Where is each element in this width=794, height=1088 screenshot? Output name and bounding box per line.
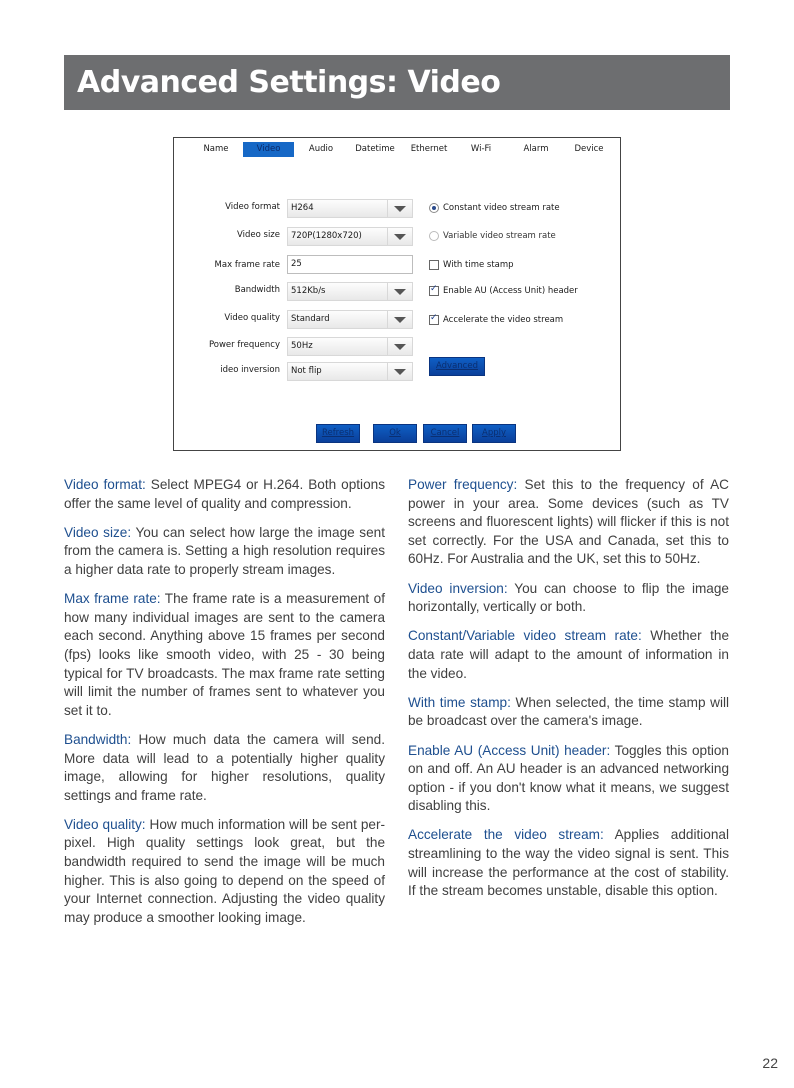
max-frame-rate-value: 25 bbox=[291, 259, 302, 269]
video-size-select[interactable] bbox=[287, 227, 413, 246]
term: Video size: bbox=[64, 524, 132, 540]
video-inversion-paragraph bbox=[408, 580, 729, 617]
term: Max frame rate: bbox=[64, 591, 161, 607]
description: Applies additional streamlining to the way the video signal is sent. This will increase the performance at the cost of stability. If the stream becomes unstable, disable this option. bbox=[408, 827, 729, 899]
checkbox-checked-icon bbox=[429, 286, 439, 296]
video-format-value: H264 bbox=[291, 203, 314, 213]
apply-button-label: Apply bbox=[482, 428, 506, 438]
term: Accelerate the video stream: bbox=[408, 827, 604, 843]
time-stamp-checkbox[interactable] bbox=[429, 260, 514, 270]
description: When selected, the time stamp will be broadcast over the camera's image. bbox=[408, 694, 729, 729]
page-number: 22 bbox=[762, 1055, 778, 1071]
video-quality-value: Standard bbox=[291, 314, 330, 324]
term: Video format: bbox=[64, 477, 146, 492]
max-frame-rate-label: Max frame rate bbox=[214, 260, 280, 270]
term: Video inversion: bbox=[408, 580, 508, 596]
video-quality-paragraph bbox=[64, 816, 385, 928]
tab-audio[interactable]: Audio bbox=[308, 144, 334, 154]
term: Constant/Variable video stream rate: bbox=[408, 628, 642, 644]
radio-selected-icon bbox=[429, 203, 439, 213]
chevron-down-icon bbox=[387, 363, 412, 380]
page-title: Advanced Settings: Video bbox=[77, 65, 501, 100]
bandwidth-label: Bandwidth bbox=[234, 285, 280, 295]
tab-datetime[interactable]: Datetime bbox=[355, 144, 395, 154]
advanced-button-label: Advanced bbox=[436, 361, 478, 371]
video-inversion-value: Not flip bbox=[291, 366, 322, 376]
constant-rate-option[interactable] bbox=[429, 203, 560, 213]
video-format-label: Video format bbox=[225, 202, 280, 212]
right-column bbox=[408, 476, 729, 911]
advanced-button[interactable] bbox=[429, 357, 485, 376]
video-quality-select[interactable] bbox=[287, 310, 413, 329]
video-size-paragraph bbox=[64, 524, 385, 580]
chevron-down-icon bbox=[387, 283, 412, 300]
left-column bbox=[64, 476, 385, 938]
tab-wifi[interactable]: Wi-Fi bbox=[470, 144, 492, 154]
video-format-select[interactable] bbox=[287, 199, 413, 218]
chevron-down-icon bbox=[387, 338, 412, 355]
power-frequency-select[interactable] bbox=[287, 337, 413, 356]
refresh-button[interactable] bbox=[316, 424, 360, 443]
description: Set this to the frequency of AC power in your area. Some devices (such as TV screens and fluorescent lights) will flicker if this is not set correctly. For the USA and Canada, set this to 60Hz. For Australia and the UK, set this to 50Hz. bbox=[408, 477, 729, 567]
video-settings-screenshot bbox=[173, 137, 621, 451]
chevron-down-icon bbox=[387, 228, 412, 245]
checkbox-checked-icon bbox=[429, 315, 439, 325]
ok-button[interactable] bbox=[373, 424, 417, 443]
term: Bandwidth: bbox=[64, 731, 132, 747]
apply-button[interactable] bbox=[472, 424, 516, 443]
video-inversion-select[interactable] bbox=[287, 362, 413, 381]
description: How much data the camera will send. More data will lead to a potentially higher quality image, allowing for higher resolutions, quality settings and frame rate. bbox=[64, 731, 385, 803]
accelerate-paragraph bbox=[408, 826, 729, 900]
variable-rate-option[interactable] bbox=[429, 231, 556, 241]
video-format-paragraph bbox=[64, 476, 385, 513]
tab-video[interactable]: Video bbox=[243, 142, 294, 157]
term: Enable AU (Access Unit) header: bbox=[408, 742, 611, 758]
description: You can choose to flip the image horizontally, vertically or both. bbox=[408, 580, 729, 615]
description: You can select how large the image sent from the camera is. Setting a high resolution requires a higher data rate to properly stream images. bbox=[64, 524, 386, 577]
tab-alarm[interactable]: Alarm bbox=[523, 144, 549, 154]
tab-name[interactable]: Name bbox=[203, 144, 229, 154]
power-frequency-value: 50Hz bbox=[291, 341, 313, 351]
cancel-button[interactable] bbox=[423, 424, 467, 443]
stream-rate-paragraph bbox=[408, 627, 729, 683]
bandwidth-value: 512Kb/s bbox=[291, 286, 326, 296]
video-quality-label: Video quality bbox=[224, 313, 280, 323]
max-frame-rate-paragraph bbox=[64, 590, 385, 720]
time-stamp-label: With time stamp bbox=[443, 260, 514, 270]
term: Video quality: bbox=[64, 816, 146, 832]
bandwidth-select[interactable] bbox=[287, 282, 413, 301]
video-size-value: 720P(1280x720) bbox=[291, 231, 362, 241]
description: Select MPEG4 or H.264. Both options offer the same level of quality and compression. bbox=[64, 477, 385, 511]
video-inversion-label: ideo inversion bbox=[220, 365, 280, 375]
accelerate-label: Accelerate the video stream bbox=[443, 315, 564, 325]
page-header-bar bbox=[64, 55, 730, 110]
ok-button-label: Ok bbox=[389, 428, 401, 438]
cancel-button-label: Cancel bbox=[430, 428, 460, 438]
accelerate-checkbox[interactable] bbox=[429, 315, 563, 325]
max-frame-rate-input[interactable] bbox=[287, 255, 413, 274]
description: The frame rate is a measurement of how many individual images are sent to the camera each second. Anything above 15 frames per second (fps) looks like smooth video, with 25 - 30 being typical for TV broadcasts. The max frame rate setting will limit the number of frames sent to whatever you set it to. bbox=[64, 591, 385, 718]
au-header-label: Enable AU (Access Unit) header bbox=[443, 286, 578, 296]
power-frequency-label: Power frequency bbox=[208, 340, 280, 350]
au-header-paragraph bbox=[408, 742, 729, 816]
chevron-down-icon bbox=[387, 200, 412, 217]
radio-unselected-icon bbox=[429, 231, 439, 241]
video-size-label: Video size bbox=[237, 230, 280, 240]
description: How much information will be sent per-pixel. High quality settings look great, but the bandwidth required to send the image will be much higher. This is also going to depend on the speed of your Internet connection. Adjusting the video quality may produce a smoother looking image. bbox=[64, 816, 385, 925]
term: Power frequency: bbox=[408, 477, 518, 492]
time-stamp-paragraph bbox=[408, 694, 729, 731]
tab-ethernet[interactable]: Ethernet bbox=[410, 144, 448, 154]
tab-device[interactable]: Device bbox=[574, 144, 604, 154]
checkbox-unchecked-icon bbox=[429, 260, 439, 270]
description: Whether the data rate will adapt to the amount of information in the video. bbox=[408, 628, 730, 681]
term: With time stamp: bbox=[408, 694, 511, 710]
description: Toggles this option on and off. An AU header is an advanced networking option - if you don't know what it means, we suggest disabling this. bbox=[408, 742, 729, 814]
au-header-checkbox[interactable] bbox=[429, 286, 578, 296]
constant-rate-label: Constant video stream rate bbox=[443, 203, 560, 213]
chevron-down-icon bbox=[387, 311, 412, 328]
power-frequency-paragraph bbox=[408, 476, 729, 569]
bandwidth-paragraph bbox=[64, 731, 385, 805]
variable-rate-label: Variable video stream rate bbox=[443, 231, 556, 241]
refresh-button-label: Refresh bbox=[321, 428, 355, 438]
